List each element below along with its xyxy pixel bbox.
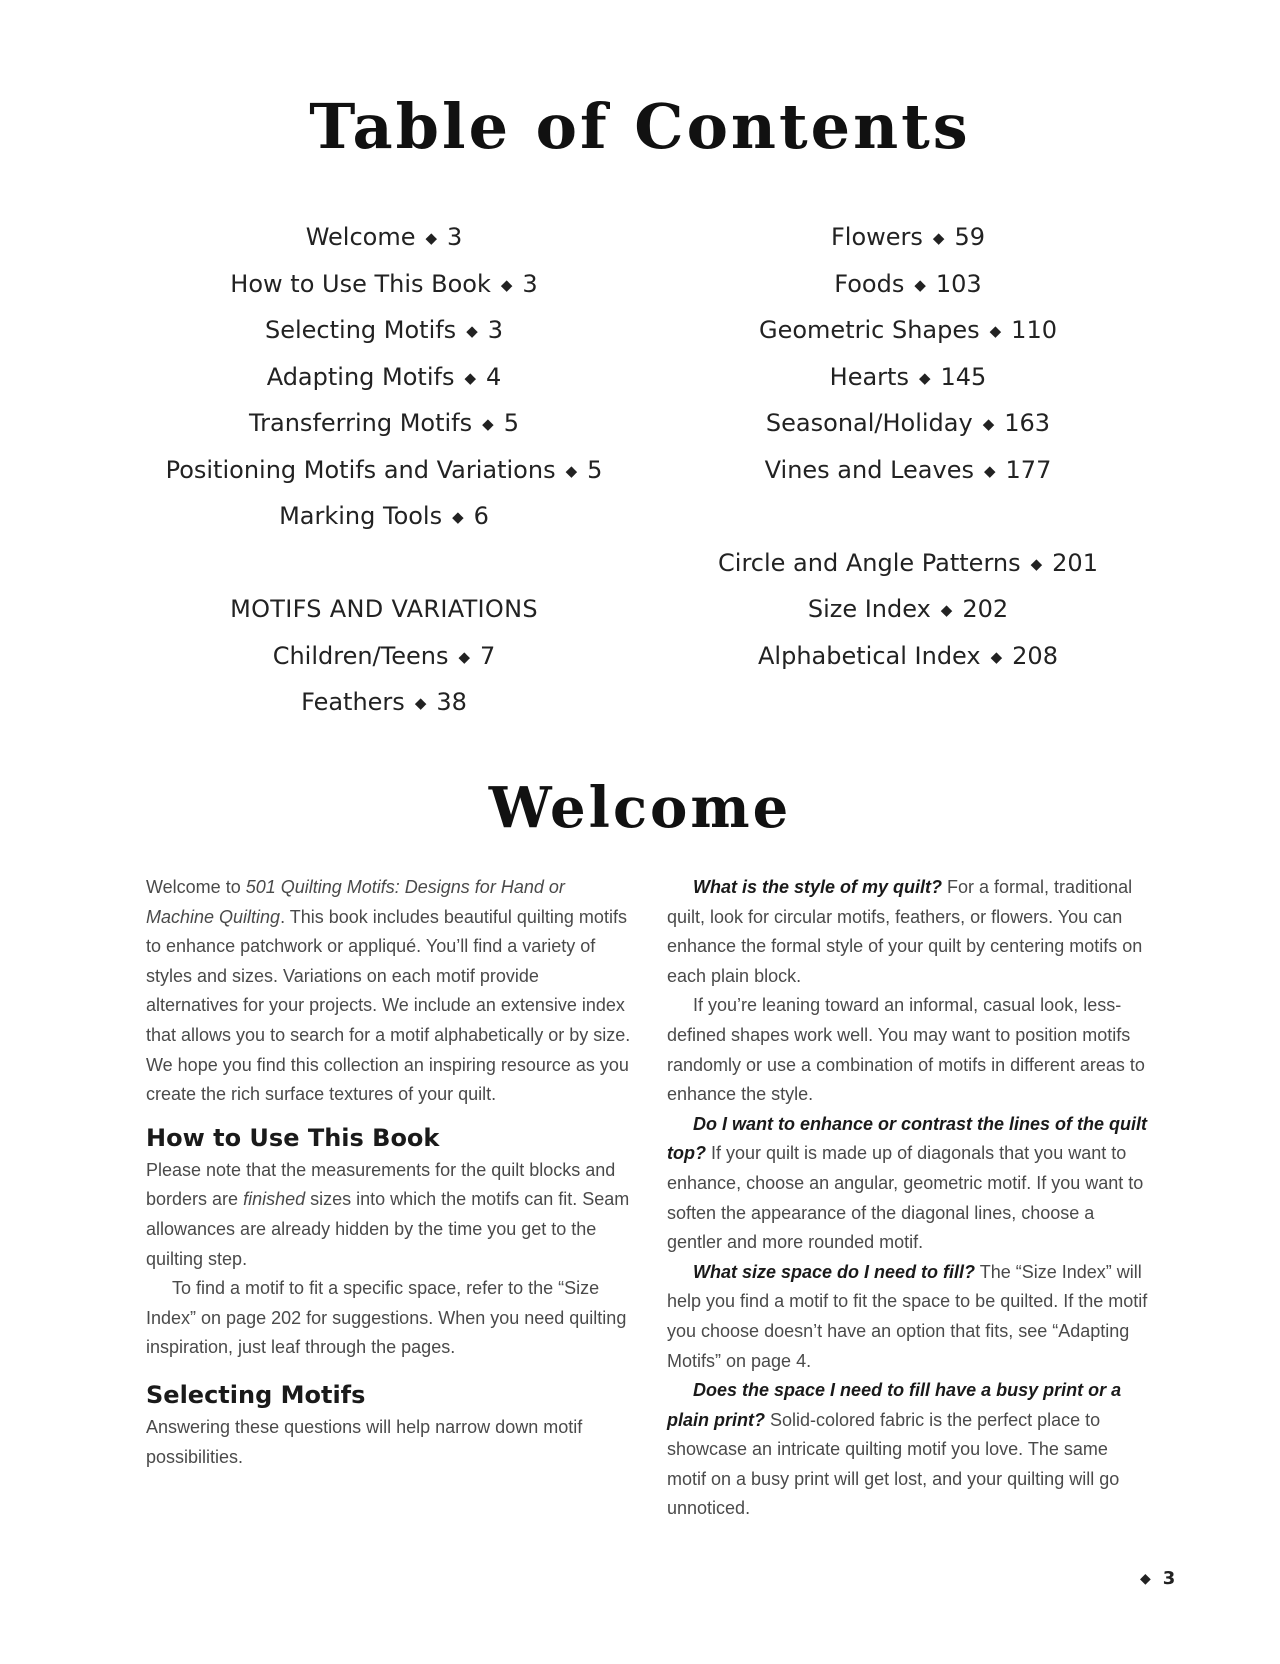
answer-text: Solid-colored fabric is the perfect place to showcase an intricate quilting motif you love. The same motif on a busy print will get lost, and your quilting will go unnoticed. bbox=[667, 1409, 1120, 1519]
toc-label: How to Use This Book bbox=[230, 269, 491, 298]
intro-lead: Welcome to bbox=[146, 877, 246, 897]
toc-label: Feathers bbox=[301, 688, 405, 716]
diamond-icon: ◆ bbox=[466, 322, 478, 340]
toc-right-column bbox=[628, 214, 1188, 679]
toc-label: Flowers bbox=[830, 223, 923, 251]
toc-page: 202 bbox=[962, 595, 1009, 623]
toc-label: Foods bbox=[834, 269, 905, 298]
question-paragraph bbox=[667, 991, 1151, 1109]
question-paragraph bbox=[667, 873, 1151, 991]
toc-label: Adapting Motifs bbox=[266, 362, 455, 391]
how-to-use-paragraph-1 bbox=[146, 1156, 634, 1274]
diamond-icon: ◆ bbox=[500, 275, 513, 294]
diamond-icon: ◆ bbox=[1030, 554, 1043, 573]
toc-entry[interactable] bbox=[104, 679, 664, 726]
toc-page: 145 bbox=[940, 362, 987, 391]
toc-entry[interactable] bbox=[104, 261, 664, 308]
toc-label: Positioning Motifs and Variations bbox=[165, 455, 556, 484]
page-number: 3 bbox=[1162, 1568, 1176, 1589]
toc-spacer bbox=[104, 540, 664, 587]
question-text: What size space do I need to fill? bbox=[693, 1261, 976, 1282]
book-title: 501 Quilting Motifs: Designs for Hand or Machine Quilting bbox=[146, 877, 565, 927]
text-segment: Please note that the measurements for the quilt blocks and borders are bbox=[146, 1159, 616, 1210]
diamond-icon: ◆ bbox=[458, 647, 471, 666]
toc-label: Size Index bbox=[807, 595, 931, 623]
toc-spacer bbox=[628, 493, 1188, 540]
question-paragraph bbox=[667, 1110, 1151, 1258]
toc-entry[interactable] bbox=[104, 354, 664, 401]
diamond-icon: ◆ bbox=[482, 415, 494, 433]
diamond-icon: ◆ bbox=[425, 229, 438, 247]
toc-entry[interactable] bbox=[104, 447, 664, 494]
page-footer bbox=[1140, 1568, 1175, 1589]
welcome-left-column bbox=[146, 873, 634, 1472]
answer-text: If your quilt is made up of diagonals that you want to enhance, choose an angular, geometric motif. If you want to soften the appearance of the diagonal lines, choose a gentler and more rounded motif. bbox=[667, 1143, 1144, 1253]
question-text: What is the style of my quilt? bbox=[693, 877, 943, 897]
selecting-motifs-heading: Selecting Motifs bbox=[146, 1380, 366, 1409]
diamond-icon: ◆ bbox=[918, 368, 931, 387]
toc-label: Welcome bbox=[305, 223, 416, 251]
toc-entry[interactable] bbox=[628, 586, 1188, 633]
toc-label: Children/Teens bbox=[272, 641, 449, 670]
toc-page: 7 bbox=[480, 641, 496, 670]
toc-entry[interactable] bbox=[104, 214, 664, 261]
toc-page: 6 bbox=[473, 502, 489, 530]
toc-entry[interactable] bbox=[628, 633, 1188, 680]
diamond-icon: ◆ bbox=[452, 508, 464, 526]
answer-text: For a formal, traditional quilt, look for circular motifs, feathers, or flowers. You can enhance the formal style of your quilt by centering motifs on each plain block. bbox=[667, 877, 1143, 986]
how-to-use-heading: How to Use This Book bbox=[146, 1123, 440, 1152]
question-paragraph bbox=[667, 1376, 1151, 1524]
toc-label: Circle and Angle Patterns bbox=[718, 548, 1021, 577]
toc-entry[interactable] bbox=[628, 307, 1188, 354]
toc-entry[interactable] bbox=[628, 400, 1188, 447]
toc-label: Selecting Motifs bbox=[264, 316, 457, 344]
toc-page: 5 bbox=[587, 455, 603, 484]
toc-label: Geometric Shapes bbox=[759, 316, 980, 344]
toc-page: 4 bbox=[486, 362, 502, 391]
toc-label: Marking Tools bbox=[279, 502, 443, 530]
diamond-icon: ◆ bbox=[914, 275, 926, 294]
welcome-right-column bbox=[667, 873, 1151, 1524]
answer-text: If you’re leaning toward an informal, casual look, less-defined shapes work well. You may want to position motifs randomly or use a combination of motifs in different areas to enhance the style. bbox=[667, 995, 1145, 1105]
toc-entry[interactable] bbox=[628, 447, 1188, 494]
diamond-icon: ◆ bbox=[1140, 1571, 1151, 1587]
emphasis-text: finished bbox=[243, 1189, 306, 1210]
intro-paragraph bbox=[146, 873, 634, 1110]
toc-label: Hearts bbox=[829, 362, 909, 391]
diamond-icon: ◆ bbox=[990, 647, 1003, 666]
toc-section-heading: MOTIFS AND VARIATIONS bbox=[230, 595, 538, 623]
toc-title: Table of Contents bbox=[309, 90, 971, 163]
diamond-icon: ◆ bbox=[932, 229, 945, 247]
toc-page: 208 bbox=[1012, 641, 1058, 670]
toc-page: 3 bbox=[487, 316, 504, 344]
toc-entry[interactable] bbox=[104, 400, 664, 447]
diamond-icon: ◆ bbox=[940, 601, 953, 619]
toc-label: Alphabetical Index bbox=[758, 641, 981, 670]
toc-page: 177 bbox=[1005, 455, 1052, 484]
toc-entry[interactable] bbox=[628, 214, 1188, 261]
toc-entry[interactable] bbox=[628, 540, 1188, 587]
toc-entry[interactable] bbox=[104, 307, 664, 354]
diamond-icon: ◆ bbox=[414, 694, 427, 712]
toc-label: Vines and Leaves bbox=[764, 455, 974, 484]
toc-page: 3 bbox=[447, 223, 463, 251]
toc-entry[interactable] bbox=[628, 354, 1188, 401]
toc-page: 3 bbox=[522, 269, 538, 298]
toc-page: 201 bbox=[1052, 548, 1098, 577]
how-to-use-paragraph-2: To find a motif to fit a specific space, refer to the “Size Index” on page 202 for suggestions. When you need quilting inspiration, just leaf through the pages. bbox=[146, 1278, 627, 1358]
answer-text: The “Size Index” will help you find a motif to fit the space to be quilted. If the motif you choose doesn’t have an option that fits, see “Adapting Motifs” on page 4. bbox=[667, 1261, 1148, 1371]
diamond-icon: ◆ bbox=[989, 322, 1002, 340]
toc-entry[interactable] bbox=[104, 493, 664, 540]
question-paragraph bbox=[667, 1258, 1151, 1376]
toc-page: 5 bbox=[503, 409, 519, 437]
selecting-motifs-paragraph: Answering these questions will help narrow down motif possibilities. bbox=[146, 1416, 583, 1467]
toc-page: 38 bbox=[436, 688, 467, 716]
intro-rest: . This book includes beautiful quilting motifs to enhance patchwork or appliqué. You’ll find a variety of styles and sizes. Variations on each motif provide alternatives for your projects. We include an extensive index that allows you to search for a motif alphabetically or by size. We hope you find this collection an inspiring resource as you create the rich surface textures of your quilt. bbox=[146, 906, 631, 1105]
toc-entry[interactable] bbox=[104, 633, 664, 680]
toc-label: Seasonal/Holiday bbox=[765, 409, 973, 437]
toc-page: 163 bbox=[1004, 409, 1051, 437]
diamond-icon: ◆ bbox=[464, 368, 476, 387]
text-segment: sizes into which the motifs can fit. Seam allowances are already hidden by the time you get to the quilting step. bbox=[146, 1189, 630, 1269]
welcome-title: Welcome bbox=[488, 775, 792, 841]
question-text: Do I want to enhance or contrast the lines of the quilt top? bbox=[667, 1113, 1148, 1164]
diamond-icon: ◆ bbox=[565, 461, 578, 480]
question-text: Does the space I need to fill have a busy print or a plain print? bbox=[667, 1380, 1122, 1430]
toc-left-column bbox=[104, 214, 664, 726]
toc-page: 59 bbox=[954, 223, 985, 251]
toc-entry[interactable] bbox=[628, 261, 1188, 308]
toc-label: Transferring Motifs bbox=[249, 409, 473, 437]
diamond-icon: ◆ bbox=[982, 415, 995, 433]
toc-page: 103 bbox=[935, 269, 982, 298]
toc-page: 110 bbox=[1011, 316, 1057, 344]
diamond-icon: ◆ bbox=[983, 461, 996, 480]
